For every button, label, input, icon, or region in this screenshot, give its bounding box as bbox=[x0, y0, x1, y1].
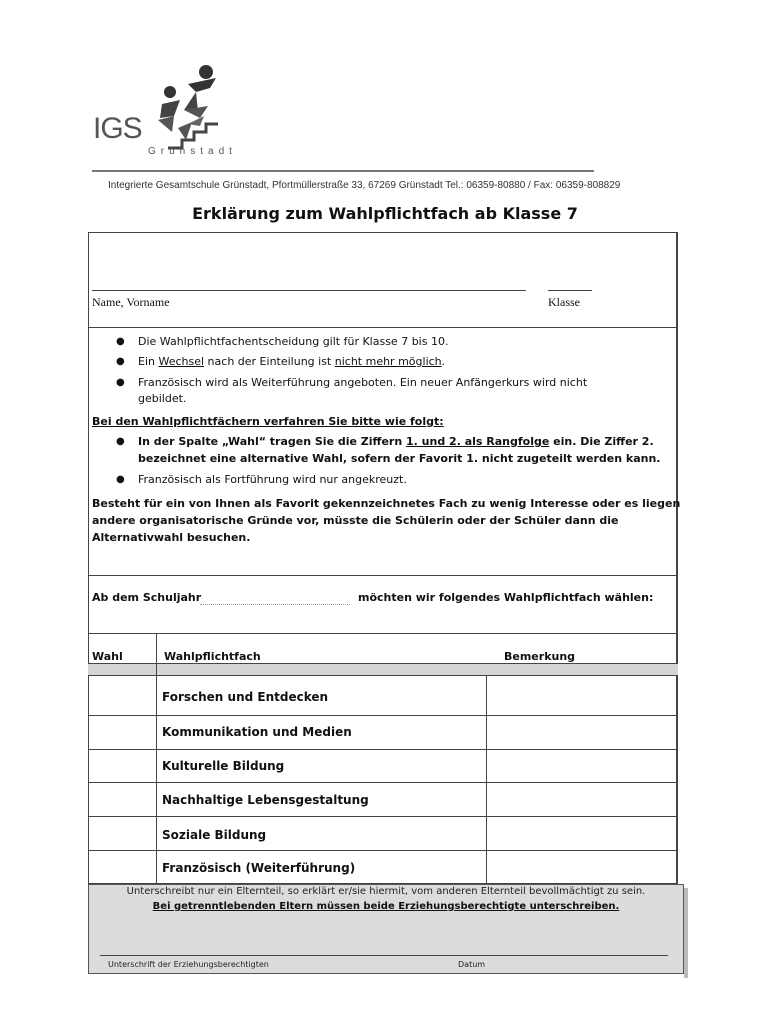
subject-label: Kulturelle Bildung bbox=[162, 759, 285, 773]
header-divider bbox=[92, 170, 594, 172]
divider bbox=[88, 850, 678, 851]
subject-label: Forschen und Entdecken bbox=[162, 690, 329, 704]
form-box bbox=[88, 232, 681, 884]
table-header-subject: Wahlpflichtfach bbox=[164, 650, 261, 663]
info-paragraph: andere organisatorische Gründe vor, müsste die Schülerin oder der Schüler dann die bbox=[92, 514, 619, 527]
info-item: gebildet. bbox=[138, 392, 187, 405]
signature-line[interactable] bbox=[100, 955, 668, 956]
bullet: ● bbox=[116, 377, 125, 388]
divider bbox=[88, 575, 678, 576]
divider bbox=[88, 663, 678, 664]
wahl-cell[interactable] bbox=[89, 783, 155, 815]
name-label: Name, Vorname bbox=[92, 295, 170, 309]
bullet: ● bbox=[116, 436, 125, 447]
wahl-cell[interactable] bbox=[89, 851, 155, 883]
divider bbox=[88, 816, 678, 817]
name-input-line[interactable] bbox=[92, 290, 526, 291]
class-input-line[interactable] bbox=[548, 290, 592, 291]
logo-subtext: Grünstadt bbox=[148, 146, 237, 157]
schoolyear-label-right: möchten wir folgendes Wahlpflichtfach wählen: bbox=[358, 591, 654, 604]
class-label: Klasse bbox=[548, 295, 580, 309]
divider bbox=[88, 633, 678, 634]
info-item: Die Wahlpflichtfachentscheidung gilt für Klasse 7 bis 10. bbox=[138, 335, 449, 348]
bullet: ● bbox=[116, 474, 125, 485]
column-divider bbox=[486, 675, 487, 884]
schoolyear-label: Ab dem Schuljahr bbox=[92, 591, 202, 604]
footer-note-bold: Bei getrenntlebenden Eltern müssen beide Erziehungsberechtigte unterschreiben. bbox=[152, 901, 620, 912]
info-item: bezeichnet eine alternative Wahl, sofern der Favorit 1. nicht zugeteilt werden kann. bbox=[138, 452, 661, 465]
table-header-shade bbox=[88, 663, 678, 675]
schoolyear-input-line[interactable] bbox=[200, 604, 350, 605]
subject-label: Nachhaltige Lebensgestaltung bbox=[162, 793, 369, 807]
signature-label: Unterschrift der Erziehungsberechtigten bbox=[108, 960, 269, 969]
column-divider bbox=[156, 633, 157, 884]
wahl-cell[interactable] bbox=[89, 817, 155, 849]
bullet: ● bbox=[116, 336, 125, 347]
info-heading: Bei den Wahlpflichtfächern verfahren Sie bitte wie folgt: bbox=[92, 415, 444, 428]
date-label: Datum bbox=[458, 960, 486, 969]
school-address: Integrierte Gesamtschule Grünstadt, Pfortmüllerstraße 33, 67269 Grünstadt Tel.: 06359-80880 / Fax: 06359-808829 bbox=[108, 180, 621, 191]
info-paragraph: Alternativwahl besuchen. bbox=[92, 531, 251, 544]
subject-label: Französisch (Weiterführung) bbox=[162, 861, 356, 875]
info-item: In der Spalte „Wahl“ tragen Sie die Ziffern 1. und 2. als Rangfolge ein. Die Ziffer 2. bbox=[138, 435, 654, 448]
subject-label: Soziale Bildung bbox=[162, 828, 267, 842]
divider bbox=[88, 327, 678, 328]
divider bbox=[88, 715, 678, 716]
subject-label: Kommunikation und Medien bbox=[162, 725, 352, 739]
page-title: Erklärung zum Wahlpflichtfach ab Klasse 7 bbox=[192, 204, 578, 223]
table-header-wahl: Wahl bbox=[92, 650, 123, 663]
table-header-remark: Bemerkung bbox=[504, 650, 576, 663]
divider bbox=[88, 749, 678, 750]
bullet: ● bbox=[116, 356, 125, 367]
info-paragraph: Besteht für ein von Ihnen als Favorit gekennzeichnetes Fach zu wenig Interesse oder es liegen bbox=[92, 497, 681, 510]
wahl-cell[interactable] bbox=[89, 750, 155, 781]
wahl-cell[interactable] bbox=[89, 676, 155, 714]
footer-shadow bbox=[684, 888, 688, 978]
divider bbox=[88, 782, 678, 783]
info-item: Ein Wechsel nach der Einteilung ist nicht mehr möglich. bbox=[138, 355, 446, 368]
info-item: Französisch als Fortführung wird nur angekreuzt. bbox=[138, 473, 407, 486]
wahl-cell[interactable] bbox=[89, 716, 155, 748]
divider bbox=[88, 675, 678, 676]
info-item: Französisch wird als Weiterführung angeboten. Ein neuer Anfängerkurs wird nicht bbox=[138, 376, 588, 389]
logo-text: IGS bbox=[93, 112, 142, 145]
footer-note: Unterschreibt nur ein Elternteil, so erklärt er/sie hiermit, vom anderen Elternteil bevollmächtigt zu sein. bbox=[126, 886, 646, 897]
